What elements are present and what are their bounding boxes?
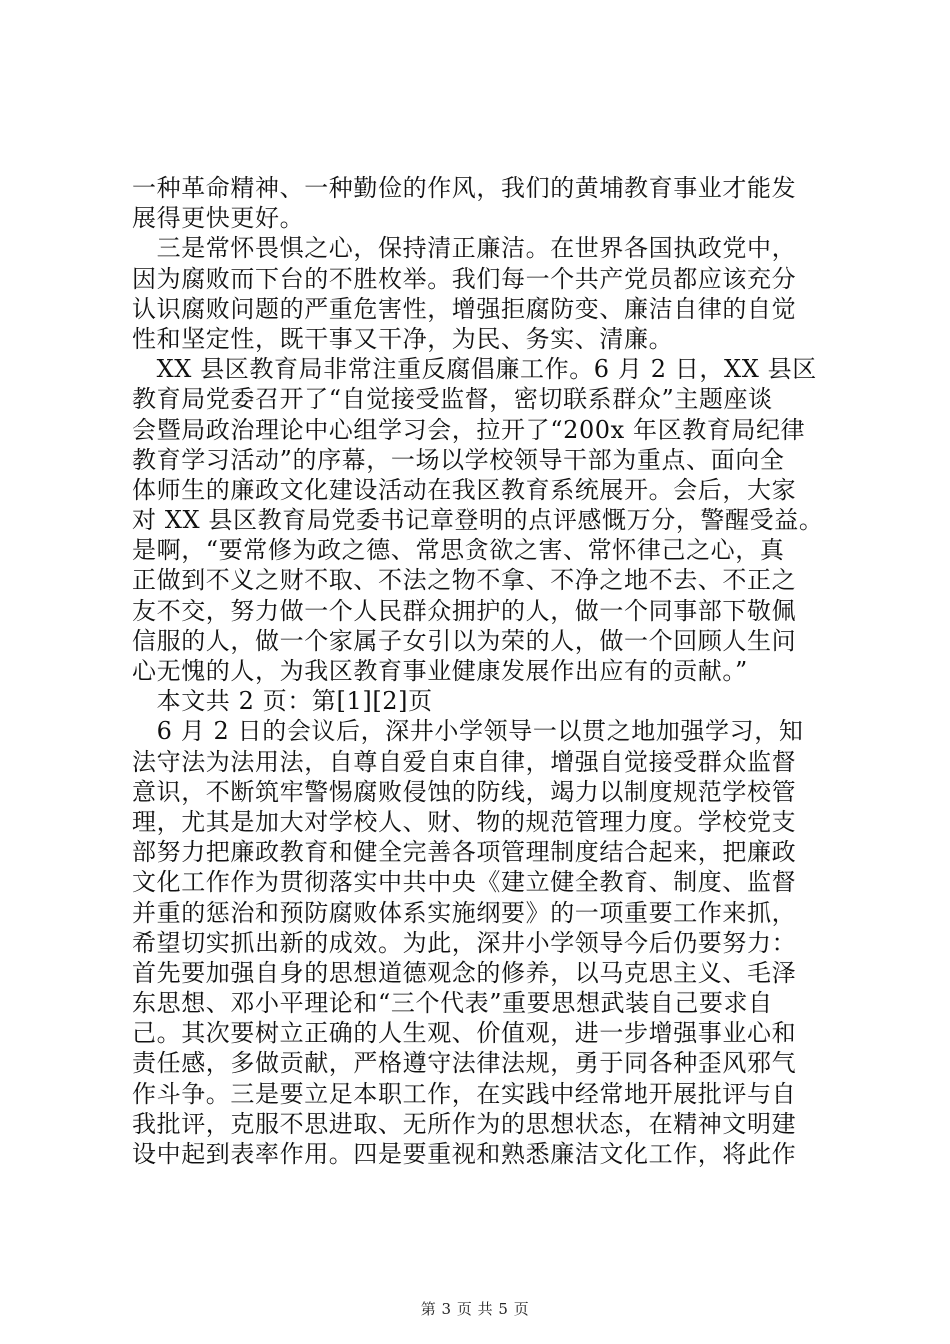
- text-line: 6 月 2 日的会议后，深井小学领导一以贯之地加强学习，知: [132, 717, 804, 746]
- text-line: XX 县区教育局非常注重反腐倡廉工作。6 月 2 日，XX 县区: [132, 355, 817, 384]
- text-line: 三是常怀畏惧之心，保持清正廉洁。在世界各国执政党中，: [132, 234, 797, 263]
- text-line: 因为腐败而下台的不胜枚举。我们每一个共产党员都应该充分: [132, 264, 797, 293]
- text-line: 一种革命精神、一种勤俭的作风，我们的黄埔教育事业才能发: [132, 174, 797, 202]
- text-line: 正做到不义之财不取、不法之物不拿、不净之地不去、不正之: [132, 566, 797, 595]
- text-line: 我批评，克服不思进取、无所作为的思想状态，在精神文明建: [132, 1109, 797, 1138]
- text-line: 并重的惩治和预防腐败体系实施纲要》的一项重要工作来抓，: [132, 898, 797, 927]
- text-line: 友不交，努力做一个人民群众拥护的人，做一个同事部下敬佩: [132, 596, 797, 625]
- text-line: 法守法为法用法，自尊自爱自束自律，增强自觉接受群众监督: [132, 747, 797, 776]
- text-line: 性和坚定性，既干事又干净，为民、务实、清廉。: [132, 324, 674, 353]
- text-line: 部努力把廉政教育和健全完善各项管理制度结合起来，把廉政: [132, 838, 797, 867]
- text-line: 设中起到表率作用。四是要重视和熟悉廉洁文化工作，将此作: [132, 1140, 797, 1168]
- text-line: 教育局党委召开了“自觉接受监督，密切联系群众”主题座谈: [132, 385, 773, 414]
- page-footer: [0, 1298, 950, 1319]
- text-line: 东思想、邓小平理论和“三个代表”重要思想武装自己要求自: [132, 989, 773, 1018]
- text-line: 认识腐败问题的严重危害性，增强拒腐防变、廉洁自律的自觉: [132, 294, 797, 323]
- text-line: 理，尤其是加大对学校人、财、物的规范管理力度。学校党支: [132, 807, 797, 836]
- text-line: 责任感，多做贡献，严格遵守法律法规，勇于同各种歪风邪气: [132, 1049, 797, 1078]
- text-line: 对 XX 县区教育局党委书记章登明的点评感慨万分，警醒受益。: [132, 506, 824, 535]
- text-line: 会暨局政治理论中心组学习会，拉开了“200x 年区教育局纪律: [132, 415, 806, 444]
- page-number-label: 第 3 页 共 5 页: [420, 1300, 530, 1318]
- text-line: 信服的人，做一个家属子女引以为荣的人，做一个回顾人生问: [132, 626, 797, 655]
- page-count-note: 本文共 2 页：第[1][2]页: [132, 687, 433, 716]
- text-line: 展得更快更好。: [132, 204, 305, 233]
- text-line: 体师生的廉政文化建设活动在我区教育系统展开。会后，大家: [132, 475, 797, 504]
- text-line: 作斗争。三是要立足本职工作，在实践中经常地开展批评与自: [132, 1079, 797, 1108]
- text-line: 教育学习活动”的序幕，一场以学校领导干部为重点、面向全: [132, 445, 785, 474]
- text-line: 己。其次要树立正确的人生观、价值观，进一步增强事业心和: [132, 1019, 797, 1048]
- text-line: 希望切实抓出新的成效。为此，深井小学领导今后仍要努力：: [132, 928, 797, 957]
- text-line: 是啊，“要常修为政之德、常思贪欲之害、常怀律己之心，真: [132, 536, 785, 565]
- text-line: 心无愧的人，为我区教育事业健康发展作出应有的贡献。”: [132, 657, 748, 685]
- document-body: [132, 173, 832, 1169]
- text-line: 意识，不断筑牢警惕腐败侵蚀的防线，竭力以制度规范学校管: [132, 777, 797, 806]
- text-line: 首先要加强自身的思想道德观念的修养，以马克思主义、毛泽: [132, 958, 797, 987]
- text-line: 文化工作作为贯彻落实中共中央《建立健全教育、制度、监督: [132, 868, 797, 897]
